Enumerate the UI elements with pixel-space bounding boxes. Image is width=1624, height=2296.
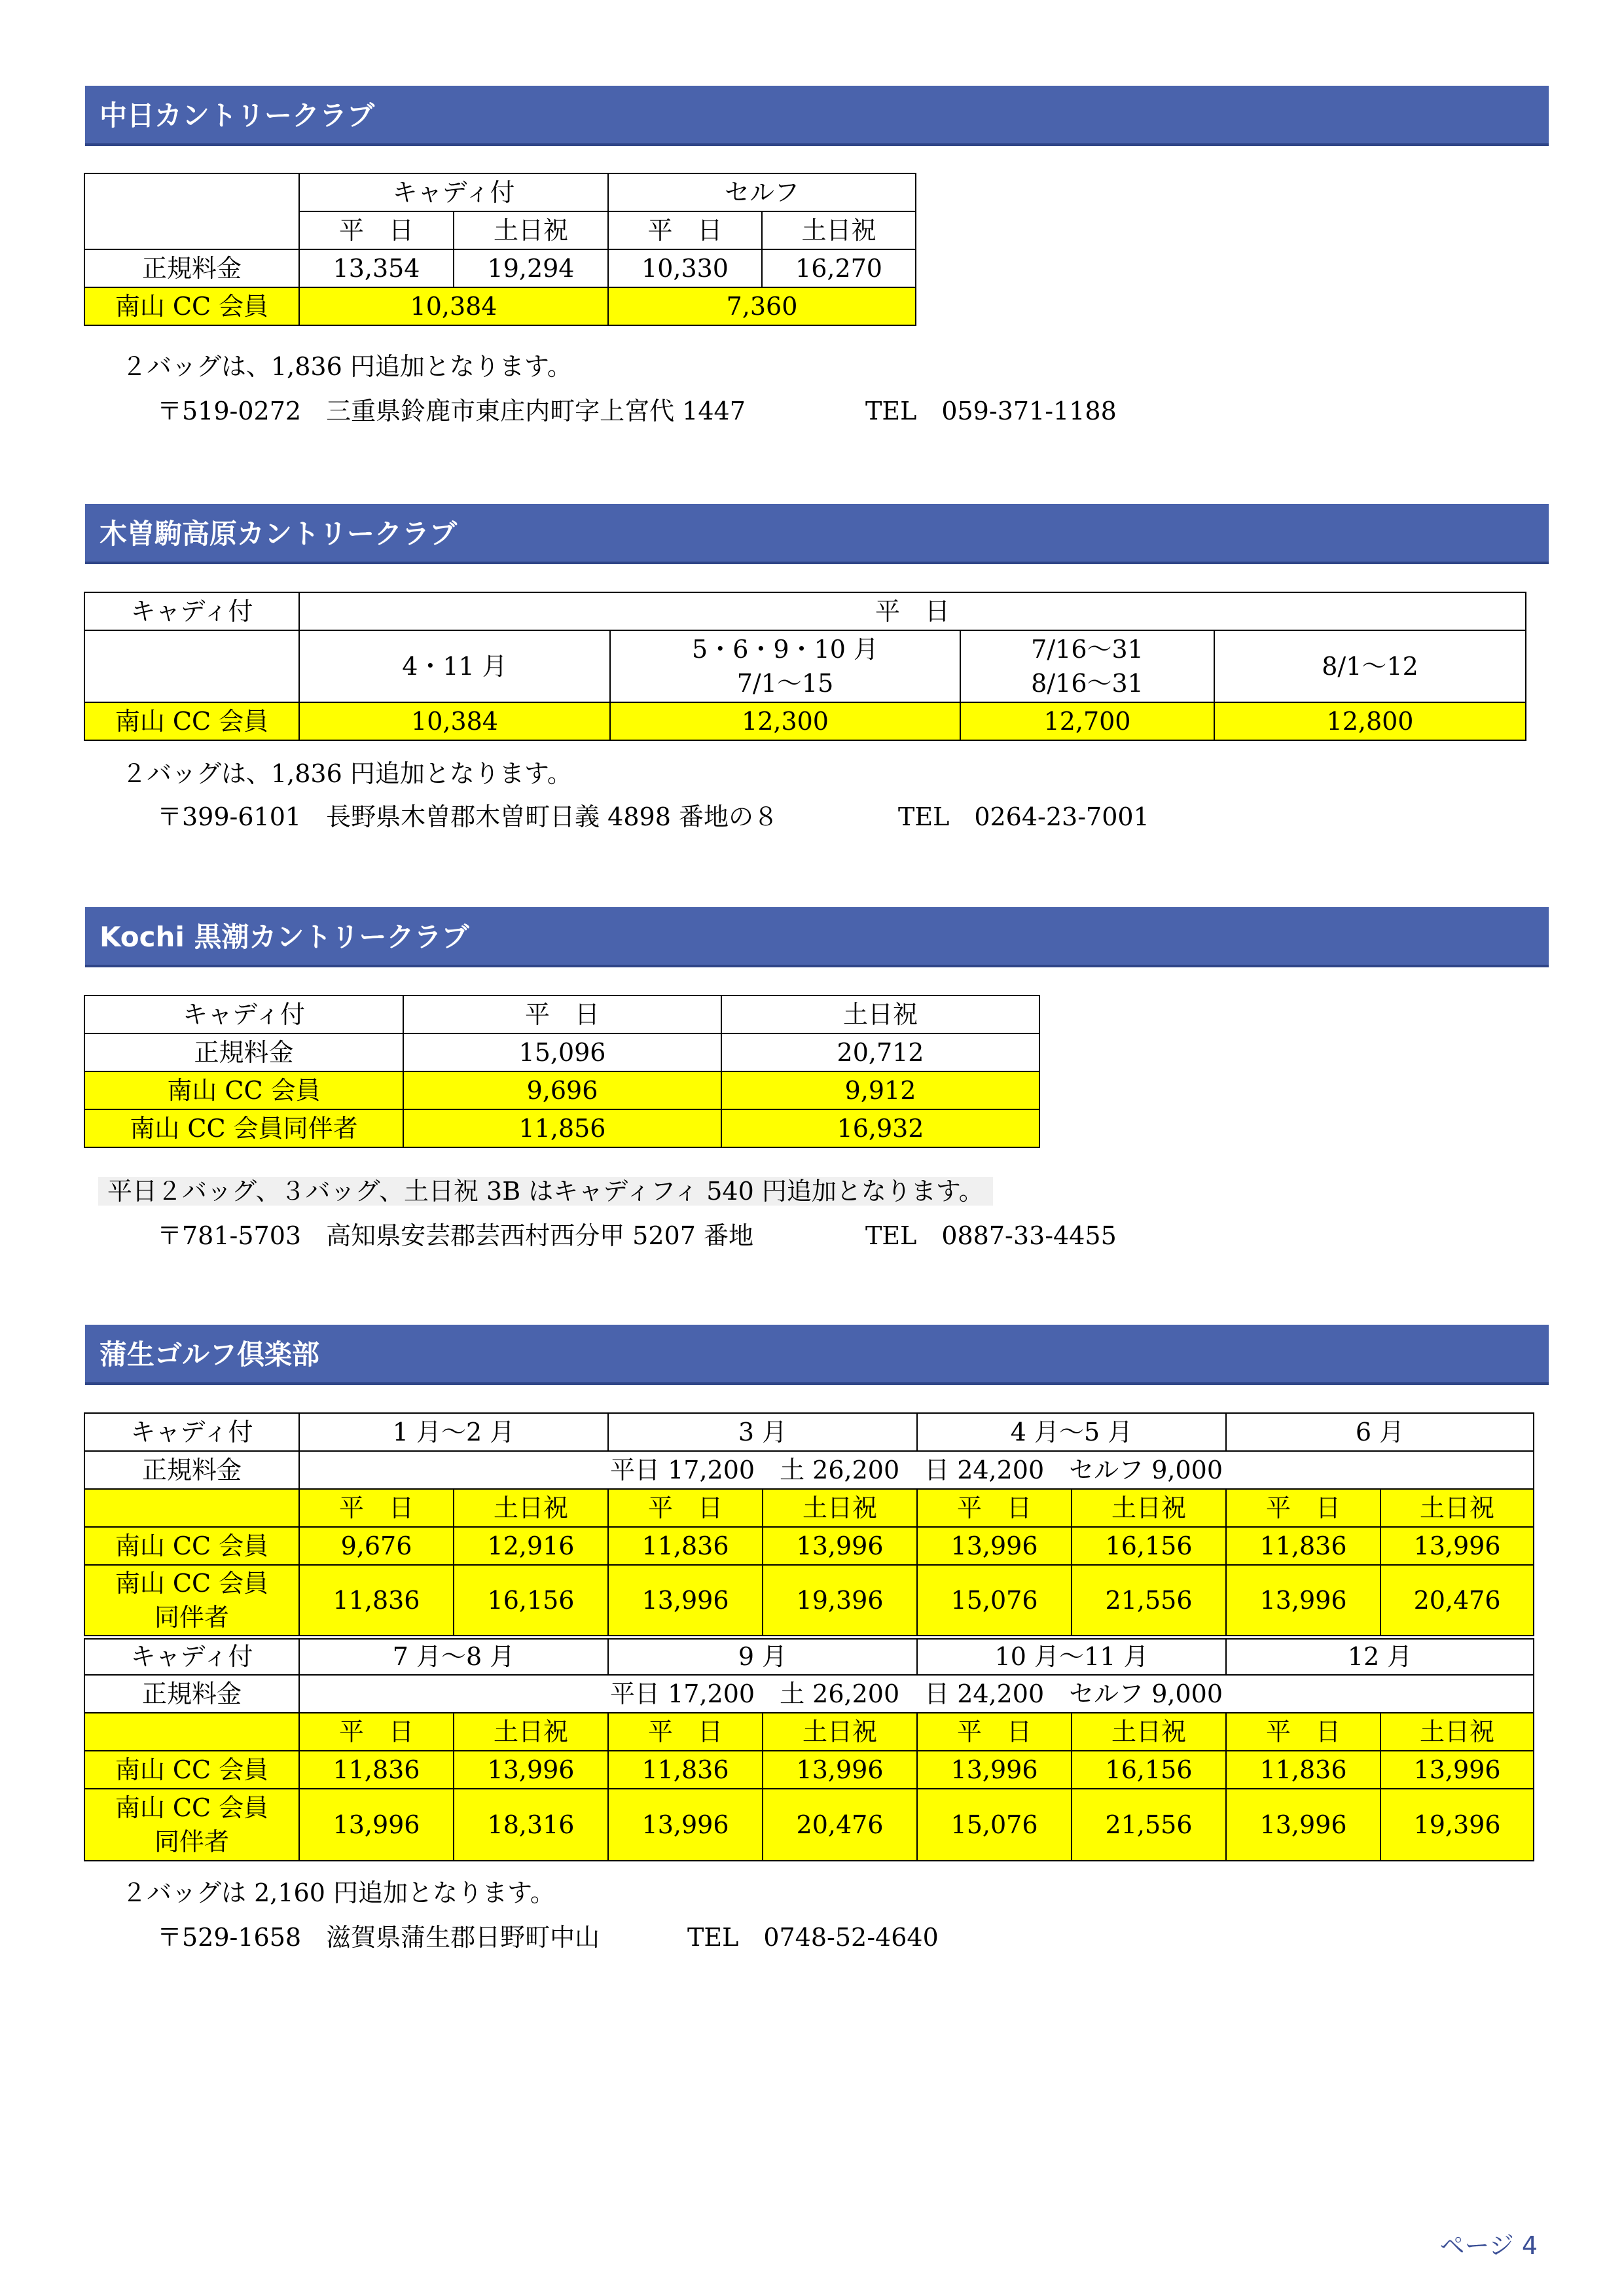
table-cell: 10,384 bbox=[299, 702, 610, 740]
table-cell: 9,912 bbox=[721, 1071, 1039, 1109]
row-label-member: 南山 CC 会員 bbox=[84, 702, 299, 740]
label-line: 同伴者 bbox=[154, 1827, 229, 1856]
address-line bbox=[157, 800, 1204, 834]
table-corner bbox=[84, 1489, 299, 1527]
period-line: 5・6・9・10 月 bbox=[692, 635, 878, 664]
col-header-weekday: 平 日 bbox=[1226, 1713, 1380, 1751]
table-cell: 12,916 bbox=[454, 1527, 608, 1565]
period-line: 7/1～15 bbox=[736, 669, 834, 698]
page-number: ページ 4 bbox=[1439, 2231, 1538, 2260]
table-cell: 11,836 bbox=[608, 1527, 763, 1565]
col-header-weekday: 平 日 bbox=[299, 1713, 454, 1751]
table-cell: 16,156 bbox=[1072, 1751, 1226, 1789]
regular-rate-text: 平日 17,200 土 26,200 日 24,200 セルフ 9,000 bbox=[299, 1675, 1534, 1713]
table-cell: 9,696 bbox=[403, 1071, 721, 1109]
col-header-month: 4 月～5 月 bbox=[917, 1413, 1226, 1451]
table-cell: 16,932 bbox=[721, 1109, 1039, 1147]
row-label-regular: 正規料金 bbox=[84, 1033, 403, 1071]
row-label-member: 南山 CC 会員 bbox=[84, 1527, 299, 1565]
col-header-period: 8/1～12 bbox=[1214, 630, 1526, 702]
table-cell: 13,996 bbox=[763, 1751, 917, 1789]
section-header-gamo: 蒲生ゴルフ倶楽部 bbox=[85, 1325, 1549, 1385]
table-cell: 11,836 bbox=[299, 1751, 454, 1789]
section-header-kochi: Kochi 黒潮カントリークラブ bbox=[85, 907, 1549, 967]
table-cell: 19,396 bbox=[1380, 1789, 1534, 1861]
table-cell: 12,800 bbox=[1214, 702, 1526, 740]
table-cell: 13,996 bbox=[299, 1789, 454, 1861]
table-row bbox=[84, 1565, 1534, 1637]
kisokoma-rate-table bbox=[84, 592, 1526, 741]
table-cell: 11,836 bbox=[299, 1565, 454, 1637]
col-header-month: 3 月 bbox=[608, 1413, 917, 1451]
col-header-month: 12 月 bbox=[1226, 1637, 1534, 1675]
table-cell: 18,316 bbox=[454, 1789, 608, 1861]
regular-rate-text: 平日 17,200 土 26,200 日 24,200 セルフ 9,000 bbox=[299, 1451, 1534, 1489]
row-label-companion bbox=[84, 1789, 299, 1861]
col-header-caddie: キャディ付 bbox=[84, 1413, 299, 1451]
table-cell: 11,836 bbox=[608, 1751, 763, 1789]
col-header-weekday: 平 日 bbox=[917, 1489, 1072, 1527]
tel-text: TEL 0748-52-4640 bbox=[687, 1923, 939, 1952]
row-label-member: 南山 CC 会員 bbox=[84, 287, 299, 325]
table-cell: 16,156 bbox=[454, 1565, 608, 1637]
table-cell: 11,836 bbox=[1226, 1751, 1380, 1789]
table-row bbox=[84, 1109, 1039, 1147]
period-line: 8/16～31 bbox=[1031, 669, 1144, 698]
col-header-weekend: 土日祝 bbox=[1072, 1713, 1226, 1751]
table-row bbox=[84, 1527, 1534, 1565]
tel-text: TEL 0264-23-7001 bbox=[898, 802, 1149, 831]
col-header-weekend: 土日祝 bbox=[721, 996, 1039, 1033]
col-header-weekday: 平 日 bbox=[403, 996, 721, 1033]
col-header-weekend: 土日祝 bbox=[762, 211, 916, 249]
table-cell: 21,556 bbox=[1072, 1565, 1226, 1637]
table-cell: 13,996 bbox=[917, 1751, 1072, 1789]
col-header-weekend: 土日祝 bbox=[454, 1489, 608, 1527]
address-text: 〒519-0272 三重県鈴鹿市東庄内町字上宮代 1447 bbox=[157, 397, 746, 425]
table-cell: 20,476 bbox=[1380, 1565, 1534, 1637]
row-label-companion bbox=[84, 1565, 299, 1637]
col-header-weekday: 平 日 bbox=[608, 1713, 763, 1751]
table-cell: 13,996 bbox=[1226, 1789, 1380, 1861]
table-cell: 11,856 bbox=[403, 1109, 721, 1147]
col-header-weekend: 土日祝 bbox=[1072, 1489, 1226, 1527]
col-header-self: セルフ bbox=[608, 173, 916, 211]
col-header-month: 7 月～8 月 bbox=[299, 1637, 608, 1675]
table-corner bbox=[84, 630, 299, 702]
table-cell: 13,996 bbox=[1226, 1565, 1380, 1637]
row-label-member: 南山 CC 会員 bbox=[84, 1751, 299, 1789]
table-row bbox=[84, 1071, 1039, 1109]
table-cell: 13,996 bbox=[763, 1527, 917, 1565]
col-header-weekday: 平 日 bbox=[917, 1713, 1072, 1751]
address-line bbox=[157, 394, 1139, 428]
note-text: ２バッグは、1,836 円追加となります。 bbox=[122, 759, 572, 788]
note-text: ２バッグは 2,160 円追加となります。 bbox=[122, 1878, 555, 1907]
note-text: ２バッグは、1,836 円追加となります。 bbox=[122, 352, 572, 381]
row-label-regular: 正規料金 bbox=[84, 249, 299, 287]
table-cell: 13,996 bbox=[1380, 1527, 1534, 1565]
col-header-weekday: 平 日 bbox=[299, 592, 1526, 630]
col-header-weekday: 平 日 bbox=[299, 1489, 454, 1527]
col-header-weekend: 土日祝 bbox=[1380, 1713, 1534, 1751]
section-header-chunichi: 中日カントリークラブ bbox=[85, 86, 1549, 146]
table-row bbox=[84, 1713, 1534, 1751]
col-header-month: 6 月 bbox=[1226, 1413, 1534, 1451]
table-cell: 20,476 bbox=[763, 1789, 917, 1861]
table-row bbox=[84, 1675, 1534, 1713]
table-cell: 13,996 bbox=[454, 1751, 608, 1789]
row-label-companion: 南山 CC 会員同伴者 bbox=[84, 1109, 403, 1147]
table-row bbox=[84, 1033, 1039, 1071]
table-cell: 12,700 bbox=[960, 702, 1214, 740]
table-cell: 11,836 bbox=[1226, 1527, 1380, 1565]
table-cell: 15,076 bbox=[917, 1789, 1072, 1861]
col-header-weekend: 土日祝 bbox=[1380, 1489, 1534, 1527]
label-line: 南山 CC 会員 bbox=[115, 1793, 269, 1822]
table-row bbox=[84, 1489, 1534, 1527]
note-highlight: 平日２バッグ、３バッグ、土日祝 3B はキャディフィ 540 円追加となります。 bbox=[98, 1177, 993, 1206]
col-header-period: 4・11 月 bbox=[299, 630, 610, 702]
label-line: 南山 CC 会員 bbox=[115, 1568, 269, 1598]
col-header-month: 1 月～2 月 bbox=[299, 1413, 608, 1451]
table-row bbox=[84, 249, 916, 287]
table-row bbox=[84, 287, 916, 325]
col-header-weekday: 平 日 bbox=[608, 1489, 763, 1527]
table-cell: 16,270 bbox=[762, 249, 916, 287]
table-cell: 20,712 bbox=[721, 1033, 1039, 1071]
col-header-weekend: 土日祝 bbox=[454, 211, 608, 249]
gamo-rate-table bbox=[84, 1412, 1534, 1861]
table-cell: 13,354 bbox=[299, 249, 454, 287]
address-text: 〒781-5703 高知県安芸郡芸西村西分甲 5207 番地 bbox=[157, 1221, 753, 1250]
address-text: 〒399-6101 長野県木曽郡木曽町日義 4898 番地の８ bbox=[157, 802, 778, 831]
table-cell: 13,996 bbox=[608, 1789, 763, 1861]
tel-text: TEL 059-371-1188 bbox=[865, 397, 1117, 425]
row-label-regular: 正規料金 bbox=[84, 1675, 299, 1713]
col-header-period bbox=[610, 630, 960, 702]
col-header-month: 10 月～11 月 bbox=[917, 1637, 1226, 1675]
col-header-weekday: 平 日 bbox=[299, 211, 454, 249]
col-header-caddie: キャディ付 bbox=[84, 592, 299, 630]
table-corner bbox=[84, 1713, 299, 1751]
period-line: 7/16～31 bbox=[1031, 635, 1144, 664]
col-header-weekday: 平 日 bbox=[1226, 1489, 1380, 1527]
col-header-caddie: キャディ付 bbox=[299, 173, 608, 211]
table-cell: 9,676 bbox=[299, 1527, 454, 1565]
table-row bbox=[84, 1789, 1534, 1861]
table-corner bbox=[84, 173, 299, 249]
table-cell: 10,330 bbox=[608, 249, 762, 287]
table-row bbox=[84, 1451, 1534, 1489]
table-cell: 15,076 bbox=[917, 1565, 1072, 1637]
col-header-caddie: キャディ付 bbox=[84, 1637, 299, 1675]
kochi-rate-table bbox=[84, 995, 1040, 1148]
table-cell: 21,556 bbox=[1072, 1789, 1226, 1861]
table-cell: 19,396 bbox=[763, 1565, 917, 1637]
col-header-weekend: 土日祝 bbox=[763, 1489, 917, 1527]
table-cell: 16,156 bbox=[1072, 1527, 1226, 1565]
table-cell: 13,996 bbox=[608, 1565, 763, 1637]
tel-text: TEL 0887-33-4455 bbox=[865, 1221, 1117, 1250]
col-header-month: 9 月 bbox=[608, 1637, 917, 1675]
address-text: 〒529-1658 滋賀県蒲生郡日野町中山 bbox=[157, 1923, 600, 1952]
table-row bbox=[84, 702, 1526, 740]
col-header-period bbox=[960, 630, 1214, 702]
table-cell: 10,384 bbox=[299, 287, 608, 325]
row-label-regular: 正規料金 bbox=[84, 1451, 299, 1489]
label-line: 同伴者 bbox=[154, 1602, 229, 1632]
table-cell: 7,360 bbox=[608, 287, 916, 325]
table-cell: 12,300 bbox=[610, 702, 960, 740]
table-cell: 13,996 bbox=[917, 1527, 1072, 1565]
address-line bbox=[157, 1219, 1204, 1253]
col-header-weekend: 土日祝 bbox=[763, 1713, 917, 1751]
note-text bbox=[98, 1174, 993, 1208]
row-label-member: 南山 CC 会員 bbox=[84, 1071, 403, 1109]
table-cell: 13,996 bbox=[1380, 1751, 1534, 1789]
section-header-kisokoma: 木曽駒高原カントリークラブ bbox=[85, 504, 1549, 564]
col-header-caddie: キャディ付 bbox=[84, 996, 403, 1033]
chunichi-rate-table bbox=[84, 173, 916, 326]
table-cell: 19,294 bbox=[454, 249, 608, 287]
col-header-weekend: 土日祝 bbox=[454, 1713, 608, 1751]
table-row bbox=[84, 1751, 1534, 1789]
address-line bbox=[157, 1920, 1074, 1954]
col-header-weekday: 平 日 bbox=[608, 211, 762, 249]
table-cell: 15,096 bbox=[403, 1033, 721, 1071]
